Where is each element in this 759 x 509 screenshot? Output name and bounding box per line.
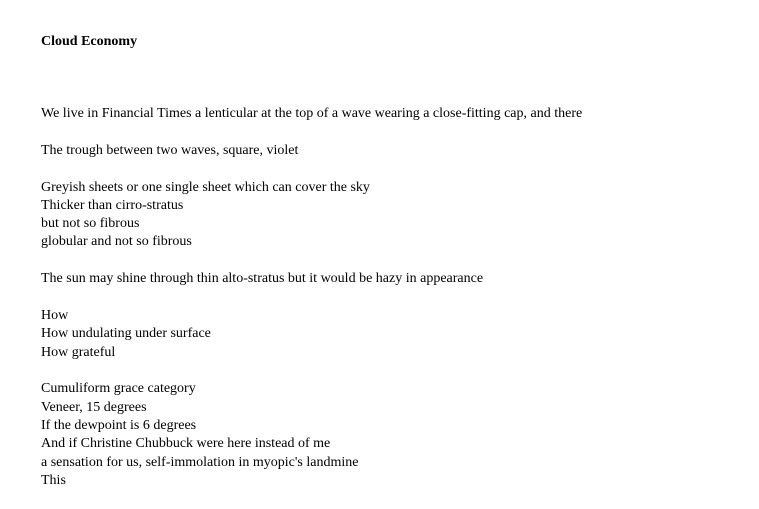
stanza-6 <box>41 380 741 490</box>
poem-line: This <box>41 472 66 488</box>
poem-body <box>41 105 741 490</box>
poem-line: And if Christine Chubbuck were here instead of me <box>41 436 331 452</box>
poem-line: a sensation for us, self-immolation in myopic's landmine <box>41 454 359 470</box>
poem-line: globular and not so fibrous <box>41 234 192 250</box>
stanza-4 <box>41 270 741 288</box>
poem-title: Cloud Economy <box>41 34 138 49</box>
stanza-3 <box>41 179 741 252</box>
poem-line: The trough between two waves, square, violet <box>41 142 299 158</box>
poem-line: but not so fibrous <box>41 216 140 232</box>
poem-line: The sun may shine through thin alto-stratus but it would be hazy in appearance <box>41 271 484 287</box>
stanza-1 <box>41 105 741 123</box>
stanza-5 <box>41 307 741 362</box>
poem-line: We live in Financial Times a lenticular at the top of a wave wearing a close-fitting cap, and there <box>41 106 583 121</box>
poem-line: How grateful <box>41 344 116 360</box>
poem-line: Greyish sheets or one single sheet which can cover the sky <box>41 179 370 195</box>
document-page <box>41 33 741 509</box>
poem-line: Cumuliform grace category <box>41 381 196 397</box>
poem-line: How undulating under surface <box>41 326 211 342</box>
poem-line: If the dewpoint is 6 degrees <box>41 418 197 434</box>
poem-line: Thicker than cirro-stratus <box>41 197 184 213</box>
poem-line: Veneer, 15 degrees <box>41 399 147 415</box>
poem-line: How <box>41 308 69 324</box>
stanza-2 <box>41 142 741 160</box>
